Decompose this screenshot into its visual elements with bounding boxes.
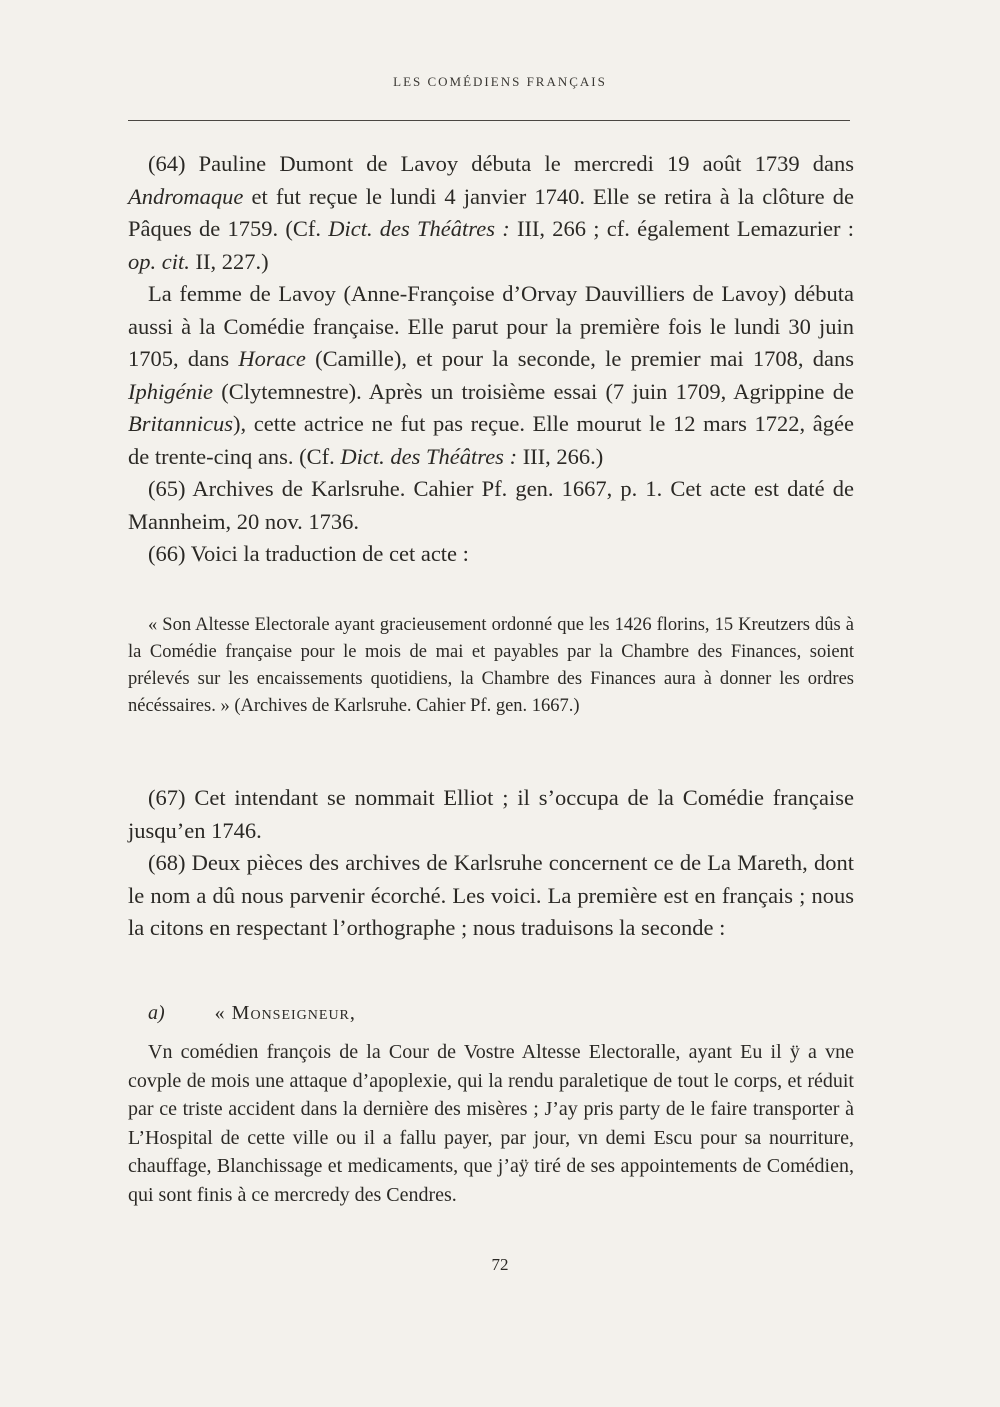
ref-dict-theatres: Dict. des Théâtres : xyxy=(340,443,518,469)
letter-text: Vn comédien françois de la Cour de Vostre Altesse Electoralle, ayant Eu il ÿ a vne covple de mois une attaque d’apoplexie, qui la rendu paraletique de tout le corps, et réduit par ce triste accident dans la dernière des misères ; J’ay pris party de le faire transporter à L’Hospital de cette ville ou il a fallu payer, par jour, vn demi Escu pour sa nourriture, chauffage, Blanchissage et medicaments, que j’aÿ tiré de ses appointements de Comédien, qui sont finis à ce mercredy des Cendres. xyxy=(128,1041,854,1206)
note-67: (67) Cet intendant se nommait Elliot ; il s’occupa de la Comédie française jusqu’en 1746. xyxy=(128,785,854,843)
title-horace: Horace xyxy=(238,346,306,371)
header-rule xyxy=(128,120,850,121)
letter-salutation: « Monseigneur, xyxy=(214,1002,356,1024)
note-64-continued: La femme de Lavoy (Anne-Françoise d’Orvay Dauvilliers de Lavoy) débuta aussi à la Comédie française. Elle parut pour la première fois le lundi 30 juin 1705, dans Horace (Camille), et pour la seconde, le premier mai 1708, dans Iphigénie (Clytemnestre). Après un troisième essai (7 juin 1709, Agrippine de Britannicus), cette actrice ne fut pas reçue. Elle mourut le 12 mars 1722, âgée de trente-cinq ans. (Cf. Dict. des Théâtres : III, 266.) xyxy=(128,281,854,469)
letter-block xyxy=(128,1038,854,1209)
quote-66: « Son Altesse Electorale ayant gracieusement ordonné que les 1426 florins, 15 Kreutzers dûs à la Comédie française pour le mois de mai et payables par la Chambre des Finances, soient prélevés sur les encaissements quotidiens, la Chambre des Finances aura à donner les ordres nécéssaires. » (Archives de Karlsruhe. Cahier Pf. gen. 1667.) xyxy=(128,615,854,716)
running-title: LES COMÉDIENS FRANÇAIS xyxy=(393,74,607,89)
note-64: (64) Pauline Dumont de Lavoy débuta le mercredi 19 août 1739 dans Andromaque et fut reçue le lundi 4 janvier 1740. Elle se retira à la clôture de Pâques de 1759. (Cf. Dict. des Théâtres : III, 266 ; cf. également Lemazurier : op. cit. II, 227.) xyxy=(128,151,854,274)
note-66: (66) Voici la traduction de cet acte : xyxy=(148,541,469,566)
quote-66-block xyxy=(128,612,854,720)
ref-op-cit: op. cit. xyxy=(128,248,190,274)
page-number: 72 xyxy=(491,1255,509,1274)
notes-67-68 xyxy=(128,782,854,945)
letter-heading xyxy=(148,1000,356,1026)
letter-marker: a) xyxy=(148,1002,165,1024)
note-65: (65) Archives de Karlsruhe. Cahier Pf. gen. 1667, p. 1. Cet acte est daté de Mannheim, 20 nov. 1736. xyxy=(128,476,854,534)
title-britannicus: Britannicus xyxy=(128,411,233,436)
ref-dict-theatres: Dict. des Théâtres : xyxy=(328,216,510,241)
title-andromaque: Andromaque xyxy=(128,183,244,209)
notes-64-65-66 xyxy=(128,148,854,571)
title-iphigenie: Iphigénie xyxy=(128,378,213,404)
note-68: (68) Deux pièces des archives de Karlsruhe concernent ce de La Mareth, dont le nom a dû nous parvenir écorché. Les voici. La première est en français ; nous la citons en respectant l’orthographe ; nous traduisons la seconde : xyxy=(128,850,854,940)
